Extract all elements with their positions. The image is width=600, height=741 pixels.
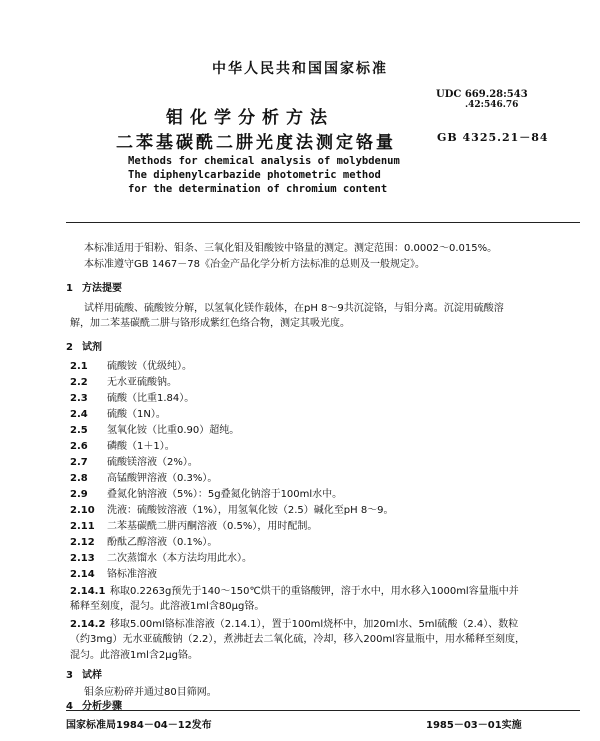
item-text: 移取5.00ml铬标准溶液（2.14.1），置于100ml烧杯中，加20ml水、5ml硫酸（2.4）、数粒 — [110, 619, 519, 630]
item-number: 2.14.2 — [70, 619, 106, 630]
standard-title: 中华人民共和国国家标准 — [212, 61, 388, 77]
item-number: 2.10 — [70, 505, 95, 516]
section-number: 3 — [66, 670, 73, 681]
item-text: 叠氮化钠溶液（5%）：5g叠氮化钠溶于100ml水中。 — [107, 489, 343, 500]
reagent-item — [70, 389, 194, 404]
intro-scope: 本标准适用于钼粉、钼条、三氧化钼及钼酸铵中铬量的测定。测定范围：0.0002～0.015%。 — [84, 243, 498, 254]
reagent-subitem — [70, 582, 519, 597]
item-text: 称取0.2263g预先于140～150℃烘干的重铬酸钾，溶于水中，用水移入1000ml容量瓶中并 — [110, 586, 519, 597]
reagent-item — [70, 373, 177, 388]
subitem-continuation: 混匀。此溶液1ml含2μg铬。 — [70, 650, 198, 661]
doc-title-line1: 钼化学分析方法 — [166, 108, 334, 128]
item-number: 2.6 — [70, 441, 88, 452]
header-divider — [66, 222, 580, 223]
item-number: 2.4 — [70, 409, 88, 420]
reagent-item — [70, 357, 192, 372]
reagent-item — [70, 485, 342, 500]
reagent-item — [70, 549, 252, 564]
section1-line1: 试样用硫酸、硫酸铵分解，以氢氧化镁作载体，在pH 8～9共沉淀铬，与钼分离。沉淀用硫酸溶 — [84, 303, 504, 314]
item-number: 2.14.1 — [70, 586, 106, 597]
effective-date: 1985－03－01实施 — [426, 720, 522, 731]
section-number: 4 — [66, 701, 73, 712]
item-text: 洗液：硫酸铵溶液（1%），用氢氧化铵（2.5）碱化至pH 8～9。 — [107, 505, 394, 516]
issue-date: 国家标准局1984－04－12发布 — [66, 720, 212, 731]
section-title: 方法提要 — [81, 283, 122, 294]
item-number: 2.7 — [70, 457, 88, 468]
udc-code-line2: .42:546.76 — [465, 100, 519, 110]
section-heading-3 — [66, 666, 111, 681]
item-text: 硫酸镁溶液（2%）。 — [107, 457, 198, 468]
reagent-item — [70, 469, 217, 484]
item-number: 2.8 — [70, 473, 88, 484]
item-text: 二苯基碳酰二肼丙酮溶液（0.5%），用时配制。 — [107, 521, 318, 532]
item-text: 酚酞乙醇溶液（0.1%）。 — [107, 537, 218, 548]
item-text: 硫酸铵（优级纯）。 — [107, 361, 192, 372]
doc-title-line2: 二苯基碳酰二肼光度法测定铬量 — [116, 133, 396, 153]
reagent-item — [70, 453, 198, 468]
reagent-item — [70, 501, 394, 516]
item-text: 铬标准溶液 — [107, 569, 157, 580]
section-title: 分析步骤 — [81, 701, 122, 712]
section-number: 2 — [66, 342, 73, 353]
intro-reference: 本标准遵守GB 1467－78《冶金产品化学分析方法标准的总则及一般规定》。 — [84, 259, 425, 270]
reagent-item — [70, 421, 239, 436]
item-text: 硫酸（比重1.84）。 — [107, 393, 195, 404]
item-number: 2.5 — [70, 425, 88, 436]
udc-code-line1: UDC 669.28:543 — [436, 89, 528, 100]
item-number: 2.13 — [70, 553, 95, 564]
item-number: 2.12 — [70, 537, 95, 548]
english-title-line1: Methods for chemical analysis of molybdenum — [128, 155, 400, 167]
english-title-line2: The diphenylcarbazide photometric method — [128, 169, 381, 181]
item-number: 2.14 — [70, 569, 95, 580]
section-number: 1 — [66, 283, 73, 294]
subitem-continuation: （约3mg）无水亚硫酸钠（2.2），煮沸赶去二氧化硫，冷却，移入200ml容量瓶中，用水稀释至刻度， — [70, 634, 525, 645]
reagent-item — [70, 405, 166, 420]
section-title: 试剂 — [81, 342, 102, 353]
item-text: 氢氧化铵（比重0.90）超纯。 — [107, 425, 240, 436]
english-title-line3: for the determination of chromium content — [128, 183, 388, 195]
reagent-subitem — [70, 615, 518, 630]
item-text: 磷酸（1＋1）。 — [107, 441, 175, 452]
section-heading-2 — [66, 338, 111, 353]
item-number: 2.3 — [70, 393, 88, 404]
item-text: 硫酸（1N）。 — [107, 409, 166, 420]
section-heading-1 — [66, 279, 131, 294]
item-text: 高锰酸钾溶液（0.3%）。 — [107, 473, 218, 484]
footer-divider — [66, 710, 580, 711]
section3-line1: 钼条应粉碎并通过80目筛网。 — [84, 687, 217, 698]
gb-number: GB 4325.21－84 — [437, 131, 549, 144]
subitem-continuation: 稀释至刻度，混匀。此溶液1ml含80μg铬。 — [70, 601, 265, 612]
section1-line2: 解，加二苯基碳酰二肼与铬形成紫红色络合物，测定其吸光度。 — [70, 318, 350, 329]
reagent-item — [70, 565, 157, 580]
item-number: 2.1 — [70, 361, 88, 372]
item-number: 2.11 — [70, 521, 95, 532]
reagent-item — [70, 533, 217, 548]
item-text: 二次蒸馏水（本方法均用此水）。 — [107, 553, 252, 564]
item-number: 2.2 — [70, 377, 88, 388]
section-title: 试样 — [81, 670, 102, 681]
reagent-item — [70, 517, 317, 532]
item-number: 2.9 — [70, 489, 88, 500]
reagent-item — [70, 437, 175, 452]
item-text: 无水亚硫酸钠。 — [107, 377, 177, 388]
